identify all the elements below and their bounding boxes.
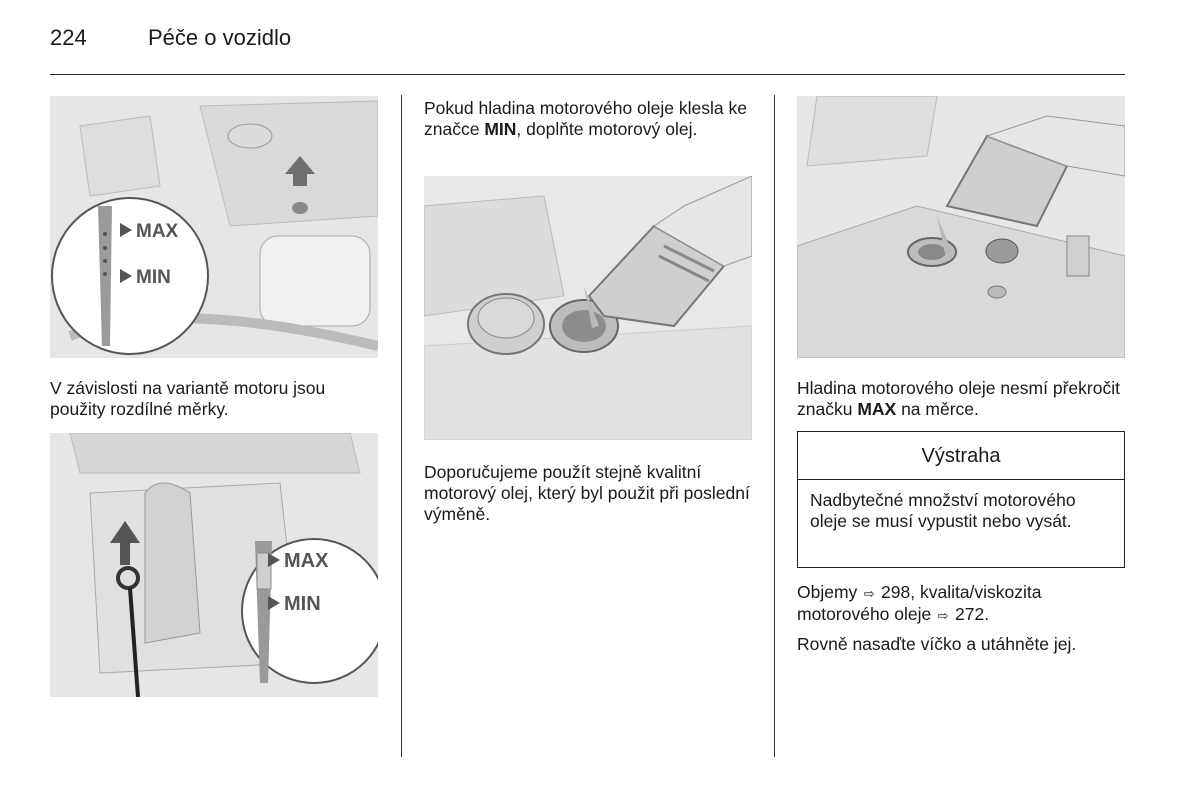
column-divider-left	[401, 95, 402, 757]
capacity-reference-text: Objemy ⇨ 298, kvalita/viskozita motorového oleje ⇨ 272.	[797, 582, 1042, 624]
warning-box	[797, 431, 1125, 568]
header-divider	[50, 74, 1125, 75]
dipstick-variant-text: V závislosti na variantě motoru jsou použity rozdílné měrky.	[50, 378, 326, 419]
min-mark-label: MIN	[136, 267, 171, 288]
page-title: Péče o vozidlo	[148, 25, 292, 50]
min-mark-label-2: MIN	[284, 593, 321, 615]
oil-refill-figure	[424, 176, 752, 440]
refill-min-text: Pokud hladina motorového oleje klesla ke značce MIN, doplňte motorový olej.	[424, 98, 747, 139]
capacity-page-link[interactable]: 298	[881, 582, 911, 602]
max-mark-label-2: MAX	[284, 550, 329, 572]
page-reference-arrow-icon: ⇨	[863, 586, 875, 601]
warning-text: Nadbytečné množství motorového oleje se musí vypustit nebo vysát.	[810, 490, 1076, 531]
max-mark-label: MAX	[136, 221, 179, 242]
viscosity-page-link[interactable]: 272	[955, 604, 985, 624]
page-number: 224	[50, 25, 87, 50]
warning-title: Výstraha	[798, 432, 1124, 480]
max-emphasis: MAX	[857, 399, 897, 419]
dipstick-figure-1	[50, 96, 378, 358]
cap-tighten-text: Rovně nasaďte víčko a utáhněte jej.	[797, 634, 1077, 654]
oil-quality-recommendation-text: Doporučujeme použít stejně kvalitní motorový olej, který byl použit při poslední výměně.	[424, 462, 750, 524]
max-limit-text: Hladina motorového oleje nesmí překročit značku MAX na měrce.	[797, 378, 1120, 419]
dipstick-figure-2	[50, 433, 378, 697]
column-divider-right	[774, 95, 775, 757]
min-emphasis: MIN	[484, 119, 517, 139]
page-reference-arrow-icon: ⇨	[937, 608, 949, 623]
oil-pour-figure	[797, 96, 1125, 358]
